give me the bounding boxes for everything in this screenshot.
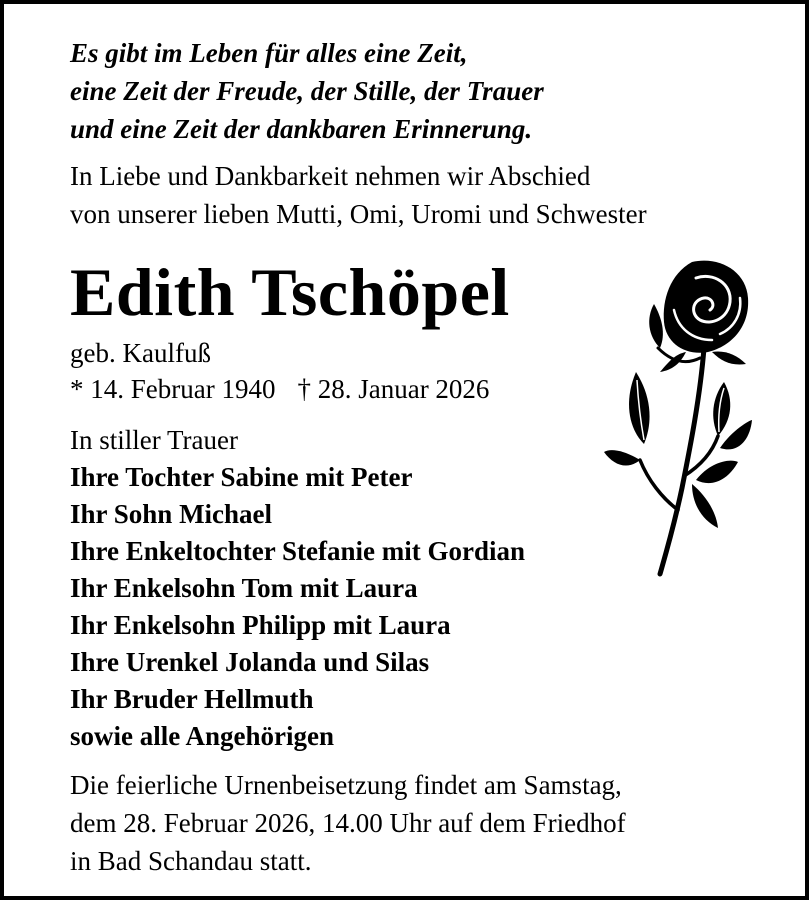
mourner-line: Ihr Enkelsohn Tom mit Laura [70, 573, 418, 603]
mourner-line: Ihr Enkelsohn Philipp mit Laura [70, 610, 451, 640]
mourner-line: Ihr Sohn Michael [70, 499, 273, 529]
motto-line: und eine Zeit der dankbaren Erinnerung. [70, 114, 533, 144]
life-dates [70, 370, 489, 408]
motto-line: eine Zeit der Freude, der Stille, der Trauer [70, 76, 544, 106]
motto-line: Es gibt im Leben für alles eine Zeit, [70, 38, 468, 68]
mourner-line: Ihre Enkeltochter Stefanie mit Gordian [70, 536, 525, 566]
farewell-intro [70, 157, 647, 233]
mourning-intro: In stiller Trauer [70, 425, 238, 455]
mourner-line: Ihr Bruder Hellmuth [70, 684, 314, 714]
funeral-line: Die feierliche Urnenbeisetzung findet am Samstag, [70, 770, 622, 800]
mourner-line: Ihre Urenkel Jolanda und Silas [70, 647, 430, 677]
birth-date: * 14. Februar 1940 [70, 374, 276, 404]
intro-line: In Liebe und Dankbarkeit nehmen wir Abschied [70, 161, 591, 191]
funeral-line: dem 28. Februar 2026, 14.00 Uhr auf dem Friedhof [70, 808, 626, 838]
motto-verse [70, 34, 544, 148]
birth-name: geb. Kaulfuß [70, 338, 211, 368]
funeral-details [70, 766, 626, 880]
death-date: † 28. Januar 2026 [297, 374, 490, 404]
mourner-line: Ihre Tochter Sabine mit Peter [70, 462, 413, 492]
mourners-list [70, 422, 525, 755]
funeral-line: in Bad Schandau statt. [70, 846, 312, 876]
deceased-name: Edith Tschöpel [70, 254, 510, 330]
mourner-line: sowie alle Angehörigen [70, 721, 334, 751]
rose-icon [600, 248, 760, 578]
intro-line: von unserer lieben Mutti, Omi, Uromi und Schwester [70, 199, 647, 229]
